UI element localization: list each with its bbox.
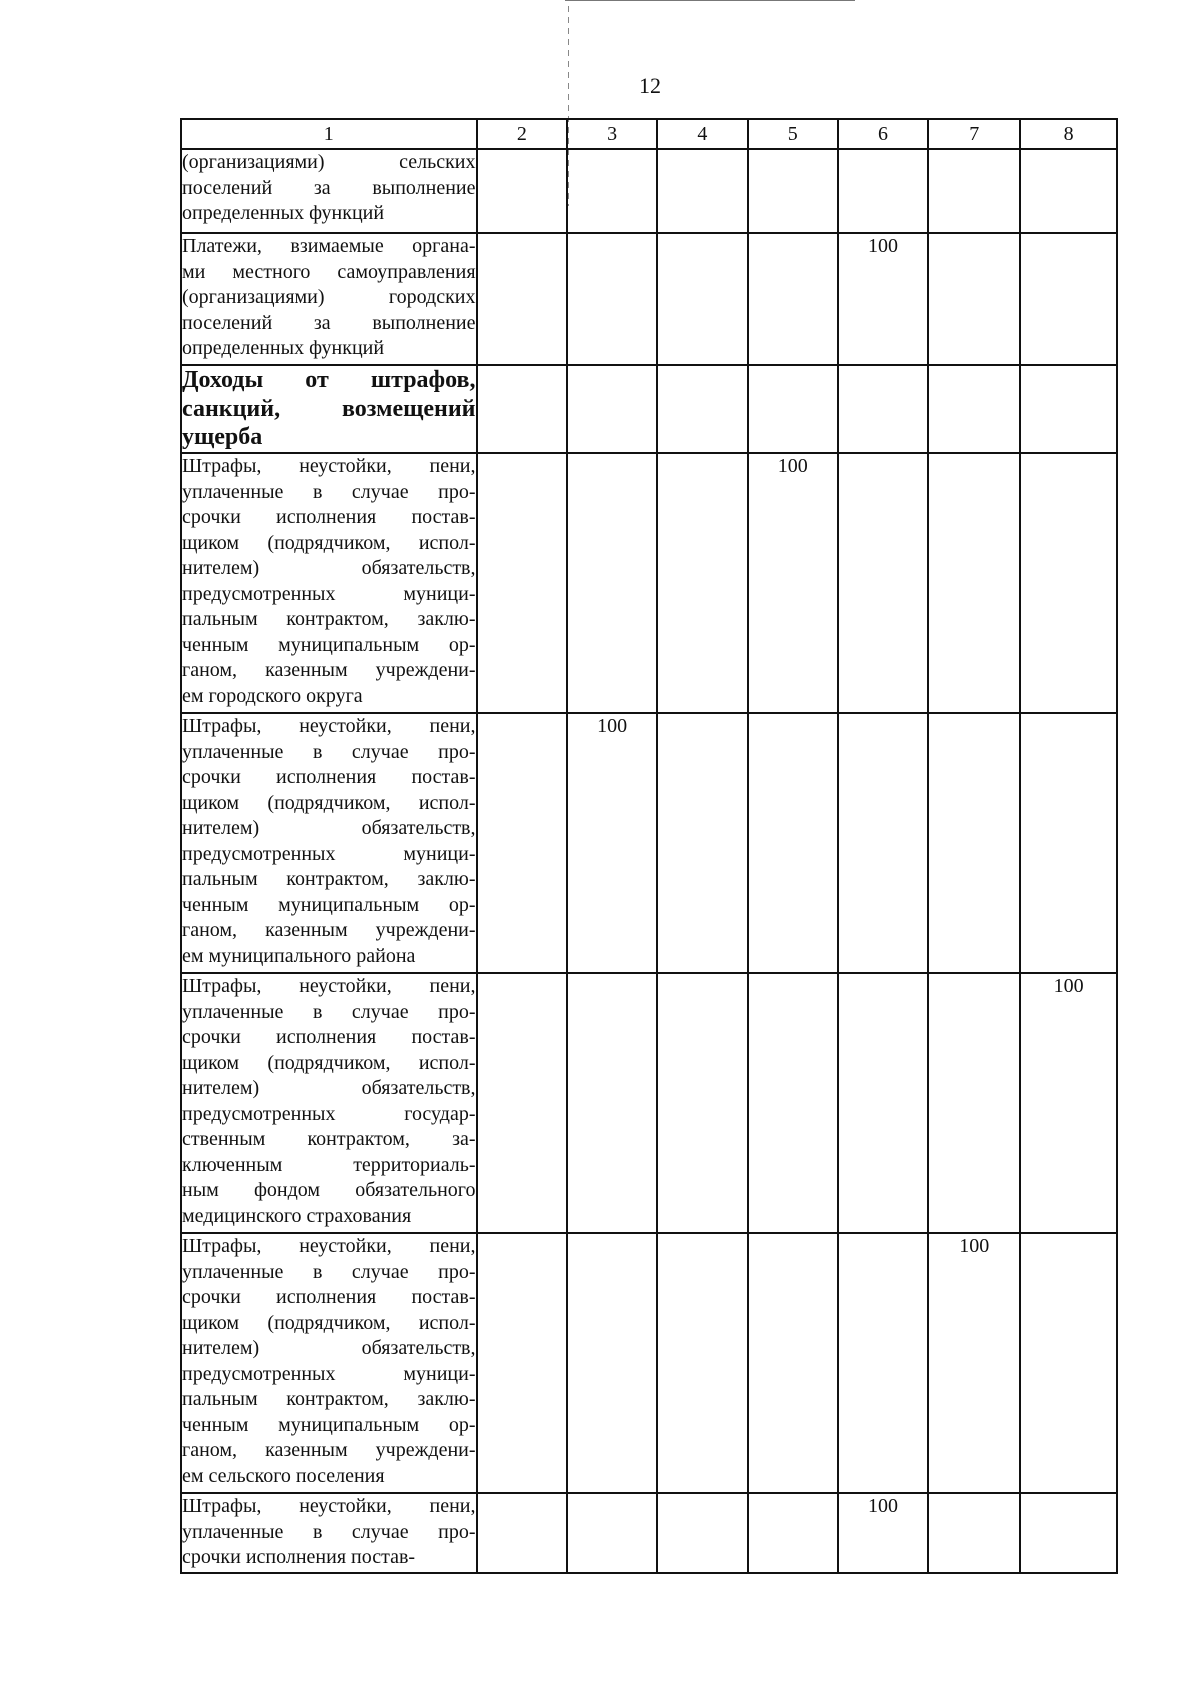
share-cell-col-5: 100 xyxy=(748,453,838,713)
share-cell-col-4 xyxy=(657,233,748,365)
description-line: пальным контрактом, заклю- xyxy=(182,868,476,890)
description-line: ным фондом обязательного xyxy=(182,1179,476,1201)
description-line: щиком (подрядчиком, испол- xyxy=(182,791,476,814)
description-line: Штрафы, неустойки, пени, xyxy=(182,1495,476,1517)
description-line: санкций, возмещений xyxy=(182,395,476,422)
revenue-distribution-table xyxy=(180,118,1118,1574)
revenue-description xyxy=(181,453,477,713)
description-line: медицинского страхования xyxy=(182,1204,412,1227)
table-row xyxy=(181,233,1117,365)
description-line: уплаченные в случае про- xyxy=(182,480,476,503)
page-number: 12 xyxy=(639,73,661,98)
description-line: ченным муниципальным ор- xyxy=(182,1413,476,1436)
description-line: нителем) обязательств, xyxy=(182,1077,476,1099)
table-row xyxy=(181,973,1117,1233)
description-line: щиком (подрядчиком, испол- xyxy=(182,1051,476,1074)
share-cell-col-3: 100 xyxy=(567,713,657,973)
share-cell-col-8 xyxy=(1020,149,1117,233)
description-line: ем муниципального района xyxy=(182,944,416,967)
description-line: ченным муниципальным ор- xyxy=(182,633,476,656)
description-line: определенных функций xyxy=(182,202,385,224)
description-line: предусмотренных государ- xyxy=(182,1102,476,1125)
share-cell-col-2 xyxy=(477,973,568,1233)
column-header: 2 xyxy=(477,119,568,149)
share-cell-col-8 xyxy=(1020,453,1117,713)
description-line: ми местного самоуправления xyxy=(182,260,476,283)
share-cell-col-5 xyxy=(748,713,838,973)
description-line: срочки исполнения постав- xyxy=(182,506,476,528)
description-line: срочки исполнения постав- xyxy=(182,1286,476,1308)
revenue-description xyxy=(181,1493,477,1573)
share-cell-col-3 xyxy=(567,1233,657,1493)
column-header: 6 xyxy=(838,119,929,149)
share-cell-col-7: 100 xyxy=(928,1233,1020,1493)
description-line: уплаченные в случае про- xyxy=(182,1260,476,1283)
share-cell-col-2 xyxy=(477,1233,568,1493)
share-cell-col-4 xyxy=(657,365,748,453)
share-cell-col-3 xyxy=(567,973,657,1233)
share-cell-col-8 xyxy=(1020,713,1117,973)
description-line: Штрафы, неустойки, пени, xyxy=(182,455,476,477)
share-cell-col-3 xyxy=(567,1493,657,1573)
share-cell-col-6 xyxy=(838,713,929,973)
description-line: Штрафы, неустойки, пени, xyxy=(182,1235,476,1257)
description-line: срочки исполнения постав- xyxy=(182,1026,476,1048)
share-cell-col-2 xyxy=(477,233,568,365)
description-line: Доходы от штрафов, xyxy=(182,367,476,393)
share-cell-col-7 xyxy=(928,713,1020,973)
share-cell-col-6 xyxy=(838,365,929,453)
share-cell-col-3 xyxy=(567,365,657,453)
description-line: ственным контрактом, за- xyxy=(182,1128,476,1150)
description-line: Штрафы, неустойки, пени, xyxy=(182,975,476,997)
revenue-description xyxy=(181,365,477,453)
description-line: нителем) обязательств, xyxy=(182,1337,476,1359)
share-cell-col-8 xyxy=(1020,1233,1117,1493)
description-line: предусмотренных муници- xyxy=(182,842,476,865)
share-cell-col-7 xyxy=(928,973,1020,1233)
description-line: щиком (подрядчиком, испол- xyxy=(182,1311,476,1334)
share-cell-col-5 xyxy=(748,973,838,1233)
share-cell-col-5 xyxy=(748,1493,838,1573)
share-cell-col-6: 100 xyxy=(838,1493,929,1573)
scan-edge-line xyxy=(565,0,855,1)
description-line: предусмотренных муници- xyxy=(182,582,476,605)
column-header: 8 xyxy=(1020,119,1117,149)
share-cell-col-7 xyxy=(928,365,1020,453)
column-header: 3 xyxy=(567,119,657,149)
description-line: ганом, казенным учреждени- xyxy=(182,659,476,681)
description-line: ганом, казенным учреждени- xyxy=(182,919,476,941)
share-cell-col-4 xyxy=(657,453,748,713)
share-cell-col-6 xyxy=(838,149,929,233)
share-cell-col-6 xyxy=(838,1233,929,1493)
description-line: ущерба xyxy=(182,424,263,450)
share-cell-col-3 xyxy=(567,233,657,365)
description-line: (организациями) сельских xyxy=(182,151,476,173)
share-cell-col-5 xyxy=(748,1233,838,1493)
description-line: Штрафы, неустойки, пени, xyxy=(182,715,476,737)
share-cell-col-7 xyxy=(928,233,1020,365)
table-row xyxy=(181,1493,1117,1573)
share-cell-col-8: 100 xyxy=(1020,973,1117,1233)
revenue-description xyxy=(181,973,477,1233)
share-cell-col-8 xyxy=(1020,1493,1117,1573)
description-line: предусмотренных муници- xyxy=(182,1362,476,1385)
description-line: ченным муниципальным ор- xyxy=(182,893,476,916)
column-header: 1 xyxy=(181,119,477,149)
description-line: щиком (подрядчиком, испол- xyxy=(182,531,476,554)
share-cell-col-5 xyxy=(748,365,838,453)
description-line: поселений за выполнение xyxy=(182,311,476,334)
description-line: (организациями) городских xyxy=(182,286,476,308)
column-header: 7 xyxy=(928,119,1020,149)
section-heading-row xyxy=(181,365,1117,453)
description-line: уплаченные в случае про- xyxy=(182,740,476,763)
description-line: пальным контрактом, заклю- xyxy=(182,1388,476,1410)
table-body xyxy=(181,119,1117,1573)
share-cell-col-5 xyxy=(748,149,838,233)
share-cell-col-6 xyxy=(838,973,929,1233)
description-line: срочки исполнения постав- xyxy=(182,766,476,788)
description-line: поселений за выполнение xyxy=(182,176,476,199)
share-cell-col-4 xyxy=(657,149,748,233)
description-line: определенных функций xyxy=(182,337,385,359)
header-row xyxy=(181,119,1117,149)
table-row xyxy=(181,453,1117,713)
share-cell-col-2 xyxy=(477,365,568,453)
table-row xyxy=(181,713,1117,973)
revenue-description xyxy=(181,233,477,365)
share-cell-col-7 xyxy=(928,453,1020,713)
description-line: уплаченные в случае про- xyxy=(182,1000,476,1023)
share-cell-col-7 xyxy=(928,1493,1020,1573)
share-cell-col-8 xyxy=(1020,233,1117,365)
revenue-description xyxy=(181,1233,477,1493)
share-cell-col-2 xyxy=(477,149,568,233)
description-line: ем городского округа xyxy=(182,684,363,707)
share-cell-col-4 xyxy=(657,1493,748,1573)
description-line: ключенным территориаль- xyxy=(182,1153,476,1176)
description-line: нителем) обязательств, xyxy=(182,557,476,579)
description-line: ганом, казенным учреждени- xyxy=(182,1439,476,1461)
column-header: 5 xyxy=(748,119,838,149)
description-line: Платежи, взимаемые органа- xyxy=(182,235,476,257)
table-row xyxy=(181,149,1117,233)
description-line: нителем) обязательств, xyxy=(182,817,476,839)
share-cell-col-6: 100 xyxy=(838,233,929,365)
table-row xyxy=(181,1233,1117,1493)
share-cell-col-2 xyxy=(477,453,568,713)
share-cell-col-4 xyxy=(657,973,748,1233)
revenue-description xyxy=(181,149,477,233)
share-cell-col-2 xyxy=(477,713,568,973)
description-line: ем сельского поселения xyxy=(182,1464,385,1487)
share-cell-col-2 xyxy=(477,1493,568,1573)
share-cell-col-5 xyxy=(748,233,838,365)
share-cell-col-3 xyxy=(567,453,657,713)
share-cell-col-6 xyxy=(838,453,929,713)
description-line: срочки исполнения постав- xyxy=(182,1546,416,1568)
share-cell-col-4 xyxy=(657,713,748,973)
share-cell-col-4 xyxy=(657,1233,748,1493)
share-cell-col-7 xyxy=(928,149,1020,233)
description-line: пальным контрактом, заклю- xyxy=(182,608,476,630)
share-cell-col-8 xyxy=(1020,365,1117,453)
description-line: уплаченные в случае про- xyxy=(182,1520,476,1543)
share-cell-col-3 xyxy=(567,149,657,233)
column-header: 4 xyxy=(657,119,748,149)
revenue-description xyxy=(181,713,477,973)
